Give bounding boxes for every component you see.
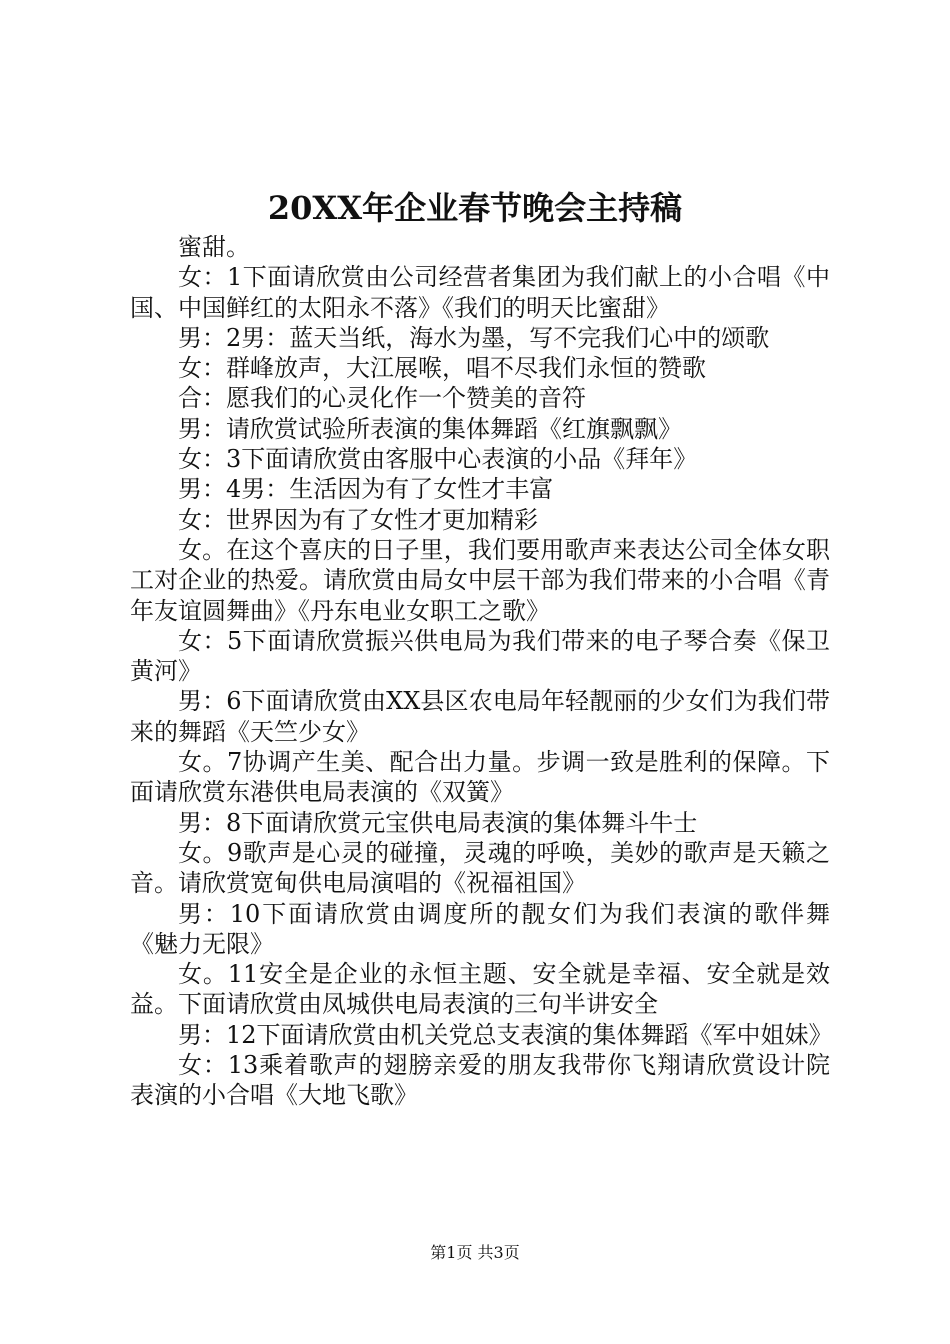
document-body [130, 232, 833, 1111]
paragraph: 女：3下面请欣赏由客服中心表演的小品《拜年》 [178, 445, 698, 474]
paragraph: 女：13乘着歌声的翅膀亲爱的朋友我带你飞翔请欣赏设计院表演的小合唱《大地飞歌》 [130, 1051, 830, 1110]
paragraph: 男：2男：蓝天当纸，海水为墨，写不完我们心中的颂歌 [178, 323, 770, 352]
paragraph: 女：5下面请欣赏振兴供电局为我们带来的电子琴合奏《保卫黄河》 [130, 626, 830, 686]
paragraph: 男：12下面请欣赏由机关党总支表演的集体舞蹈《军中姐妹》 [178, 1020, 833, 1049]
paragraph: 女：群峰放声，大江展喉，唱不尽我们永恒的赞歌 [178, 354, 706, 383]
paragraph: 女。7协调产生美、配合出力量。步调一致是胜利的保障。下面请欣赏东港供电局表演的《双簧》 [130, 748, 830, 807]
paragraph: 男：8下面请欣赏元宝供电局表演的集体舞斗牛士 [178, 808, 698, 837]
paragraph: 男：4男：生活因为有了女性才丰富 [178, 475, 554, 504]
paragraph: 女。9歌声是心灵的碰撞，灵魂的呼唤，美妙的歌声是天籁之音。请欣赏宽甸供电局演唱的《祝福祖国》 [130, 838, 830, 898]
paragraph: 男：10下面请欣赏由调度所的靓女们为我们表演的歌伴舞《魅力无限》 [130, 899, 830, 958]
paragraph: 女。11安全是企业的永恒主题、安全就是幸福、安全就是效益。下面请欣赏由凤城供电局表演的三句半讲安全 [130, 960, 830, 1019]
paragraph: 女：世界因为有了女性才更加精彩 [178, 505, 538, 534]
page-number-footer: 第1页 共3页 [430, 1243, 520, 1262]
paragraph: 蜜甜。 [178, 233, 250, 261]
paragraph: 女：1下面请欣赏由公司经营者集团为我们献上的小合唱《中国、中国鲜红的太阳永不落》《我们的明天比蜜甜》 [130, 263, 830, 322]
paragraph: 男：请欣赏试验所表演的集体舞蹈《红旗飘飘》 [178, 414, 682, 443]
document-title: 20XX年企业春节晚会主持稿 [267, 189, 683, 227]
paragraph: 女。在这个喜庆的日子里，我们要用歌声来表达公司全体女职工对企业的热爱。请欣赏由局女中层干部为我们带来的小合唱《青年友谊圆舞曲》《丹东电业女职工之歌》 [130, 535, 830, 625]
paragraph: 合：愿我们的心灵化作一个赞美的音符 [178, 384, 586, 413]
paragraph: 男：6下面请欣赏由XX县区农电局年轻靓丽的少女们为我们带来的舞蹈《天竺少女》 [130, 687, 830, 746]
